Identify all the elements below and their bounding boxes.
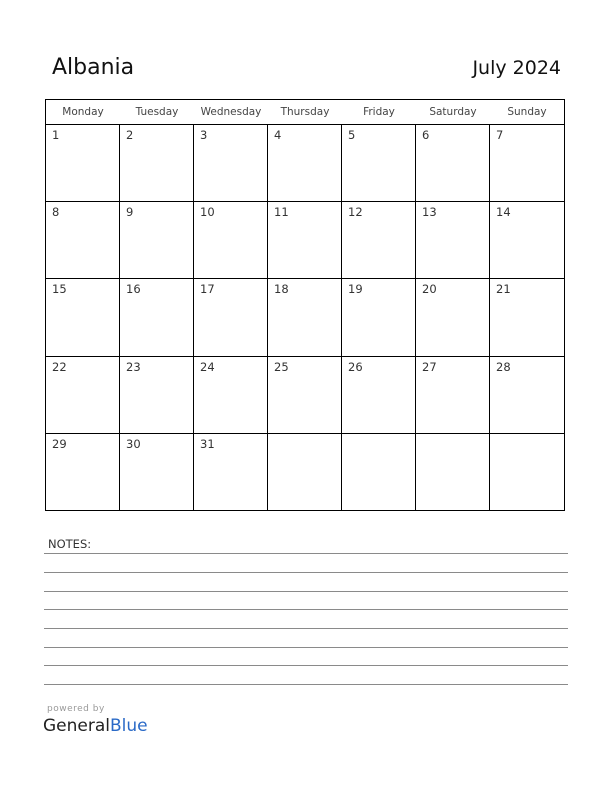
day-number: 11 [274,205,289,220]
day-number: 9 [126,205,134,220]
day-number: 1 [52,128,60,142]
note-line [44,647,568,648]
calendar-grid [45,99,565,511]
day-number: 13 [422,205,437,220]
day-number: 17 [200,282,215,297]
day-number: 6 [422,128,430,142]
weekday-wednesday: Wednesday [200,106,262,118]
day-number: 23 [126,359,141,374]
day-number: 30 [126,436,141,451]
day-number: 29 [52,436,67,451]
weekday-friday: Friday [363,106,395,118]
day-number: 19 [348,282,363,297]
day-cell [46,279,120,356]
brand-blue: Blue [110,716,148,736]
note-line [44,665,568,666]
generalblue-logo[interactable] [43,716,148,736]
day-cell [120,279,194,356]
weekday-sunday: Sunday [507,106,547,118]
day-number: 16 [126,282,141,297]
day-cell [416,357,490,434]
day-number: 4 [274,128,282,142]
day-cell [268,357,342,434]
note-line [44,628,568,629]
day-cell [46,434,120,511]
day-number: 10 [200,205,215,220]
day-number: 21 [496,282,511,297]
note-line [44,591,568,592]
day-number: 24 [200,359,215,374]
day-number: 3 [200,128,208,142]
day-cell [120,434,194,511]
day-number: 15 [52,282,67,297]
day-cell [268,202,342,279]
day-cell [342,279,416,356]
day-cell [194,357,268,434]
day-number: 27 [422,359,437,374]
brand-general: General [43,716,110,736]
day-cell [268,434,342,511]
day-cell [490,279,564,356]
day-number: 20 [422,282,437,297]
month-title: July 2024 [472,57,561,79]
day-cell [268,125,342,202]
country-title: Albania [52,55,135,80]
day-number: 18 [274,282,289,297]
day-cell [490,202,564,279]
day-cell [120,125,194,202]
day-cells [46,125,564,511]
day-cell [342,125,416,202]
day-cell [194,125,268,202]
day-cell [194,279,268,356]
day-number: 14 [496,205,511,220]
day-number: 7 [496,128,504,142]
note-line [44,572,568,573]
day-cell [342,434,416,511]
weekday-tuesday: Tuesday [135,106,179,118]
weekday-saturday: Saturday [429,106,477,118]
day-number: 8 [52,205,60,220]
day-cell [416,434,490,511]
note-line [44,553,568,554]
weekday-monday: Monday [62,106,104,118]
day-number: 25 [274,359,289,374]
day-number: 2 [126,128,134,142]
day-cell [490,125,564,202]
day-cell [342,357,416,434]
day-number: 31 [200,436,215,451]
weekday-thursday: Thursday [280,106,330,118]
powered-by-text: powered by [47,704,105,714]
day-cell [120,202,194,279]
day-cell [416,202,490,279]
note-line [44,684,568,685]
day-number: 5 [348,128,356,142]
day-cell [490,357,564,434]
day-cell [46,125,120,202]
weekday-header [46,100,564,125]
day-number: 22 [52,359,67,374]
day-cell [194,434,268,511]
day-cell [46,202,120,279]
notes-label: NOTES: [48,537,92,551]
day-cell [120,357,194,434]
day-cell [490,434,564,511]
day-cell [46,357,120,434]
day-number: 12 [348,205,363,220]
day-cell [268,279,342,356]
note-line [44,609,568,610]
day-number: 28 [496,359,511,374]
day-cell [416,279,490,356]
day-cell [342,202,416,279]
day-cell [194,202,268,279]
day-number: 26 [348,359,363,374]
day-cell [416,125,490,202]
